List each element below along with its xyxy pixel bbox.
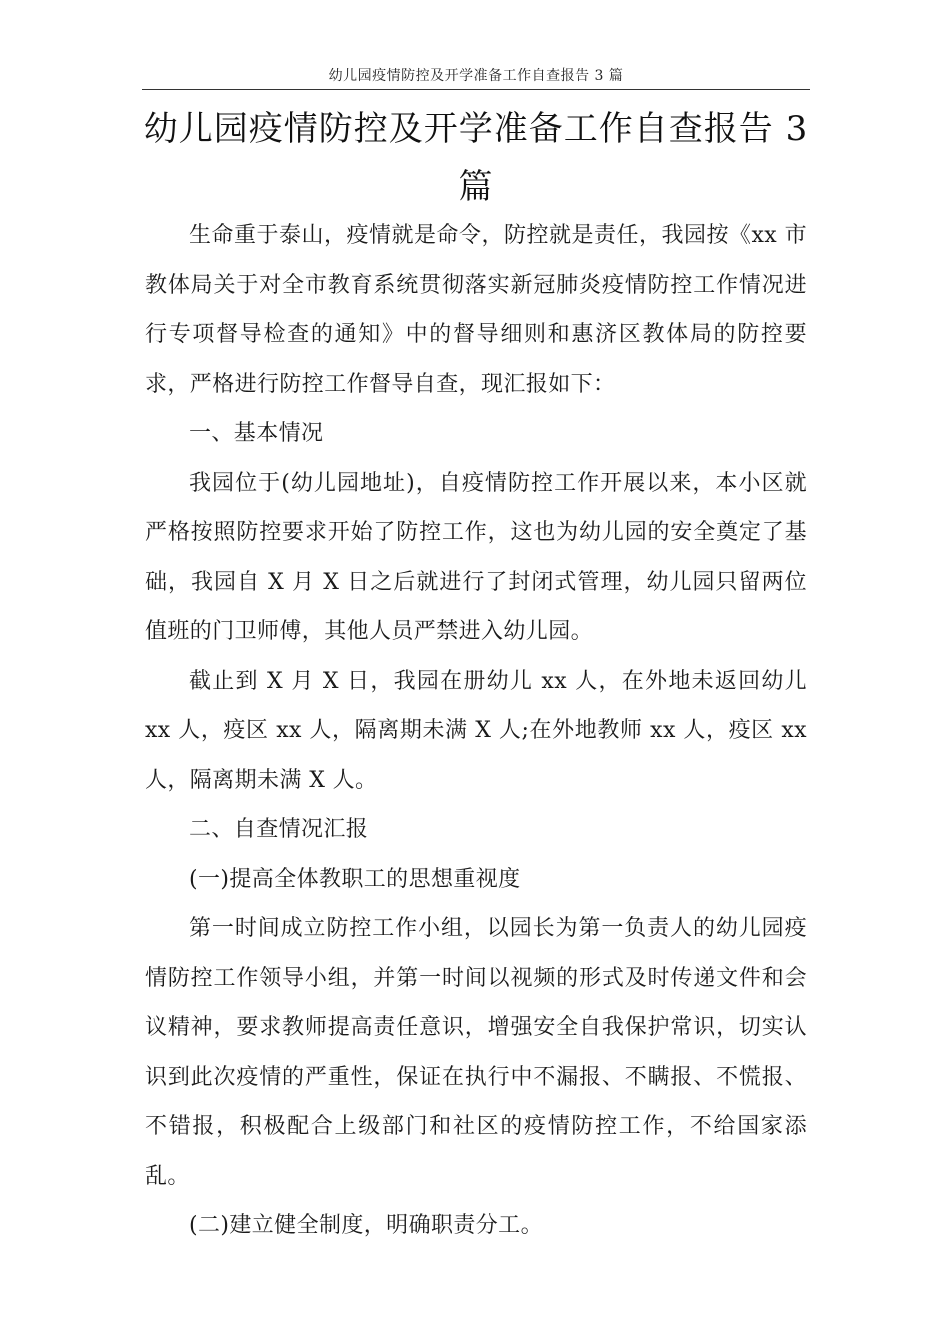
statistics-paragraph: 截止到 X 月 X 日，我园在册幼儿 xx 人，在外地未返回幼儿 xx 人，疫区 xx 人，隔离期未满 X 人;在外地教师 xx 人，疫区 xx 人，隔离期未满 X 人。 [145,668,807,793]
section-heading-self-inspection: 二、自查情况汇报 [189,817,369,842]
intro-paragraph: 生命重于泰山，疫情就是命令，防控就是责任，我园按《xx 市教体局关于对全市教育系统贯彻落实新冠肺炎疫情防控工作情况进行专项督导检查的通知》中的督导细则和惠济区教体局的防控要求，严格进行防控工作督导自查，现汇报如下： [145,223,807,397]
subheading-system-responsibility: (二)建立健全制度，明确职责分工。 [189,1213,543,1238]
running-header: 幼儿园疫情防控及开学准备工作自查报告 3 篇 [328,68,624,84]
subheading-awareness: (一)提高全体教职工的思想重视度 [189,866,521,892]
location-paragraph: 我园位于(幼儿园地址)，自疫情防控工作开展以来，本小区就严格按照防控要求开始了防控工作，这也为幼儿园的安全奠定了基础，我园自 X 月 X 日之后就进行了封闭式管理，幼儿园只留两位值班的门卫师傅，其他人员严禁进入幼儿园。 [145,470,807,644]
working-group-paragraph: 第一时间成立防控工作小组，以园长为第一负责人的幼儿园疫情防控工作领导小组，并第一时间以视频的形式及时传递文件和会议精神，要求教师提高责任意识，增强安全自我保护常识，切实认识到此次疫情的严重性，保证在执行中不漏报、不瞒报、不慌报、不错报，积极配合上级部门和社区的疫情防控工作，不给国家添乱。 [145,916,807,1189]
section-heading-basic-situation: 一、基本情况 [189,421,324,446]
document-body [145,211,807,1251]
document-title: 幼儿园疫情防控及开学准备工作自查报告 3 篇 [143,109,809,207]
header-divider [142,89,810,90]
